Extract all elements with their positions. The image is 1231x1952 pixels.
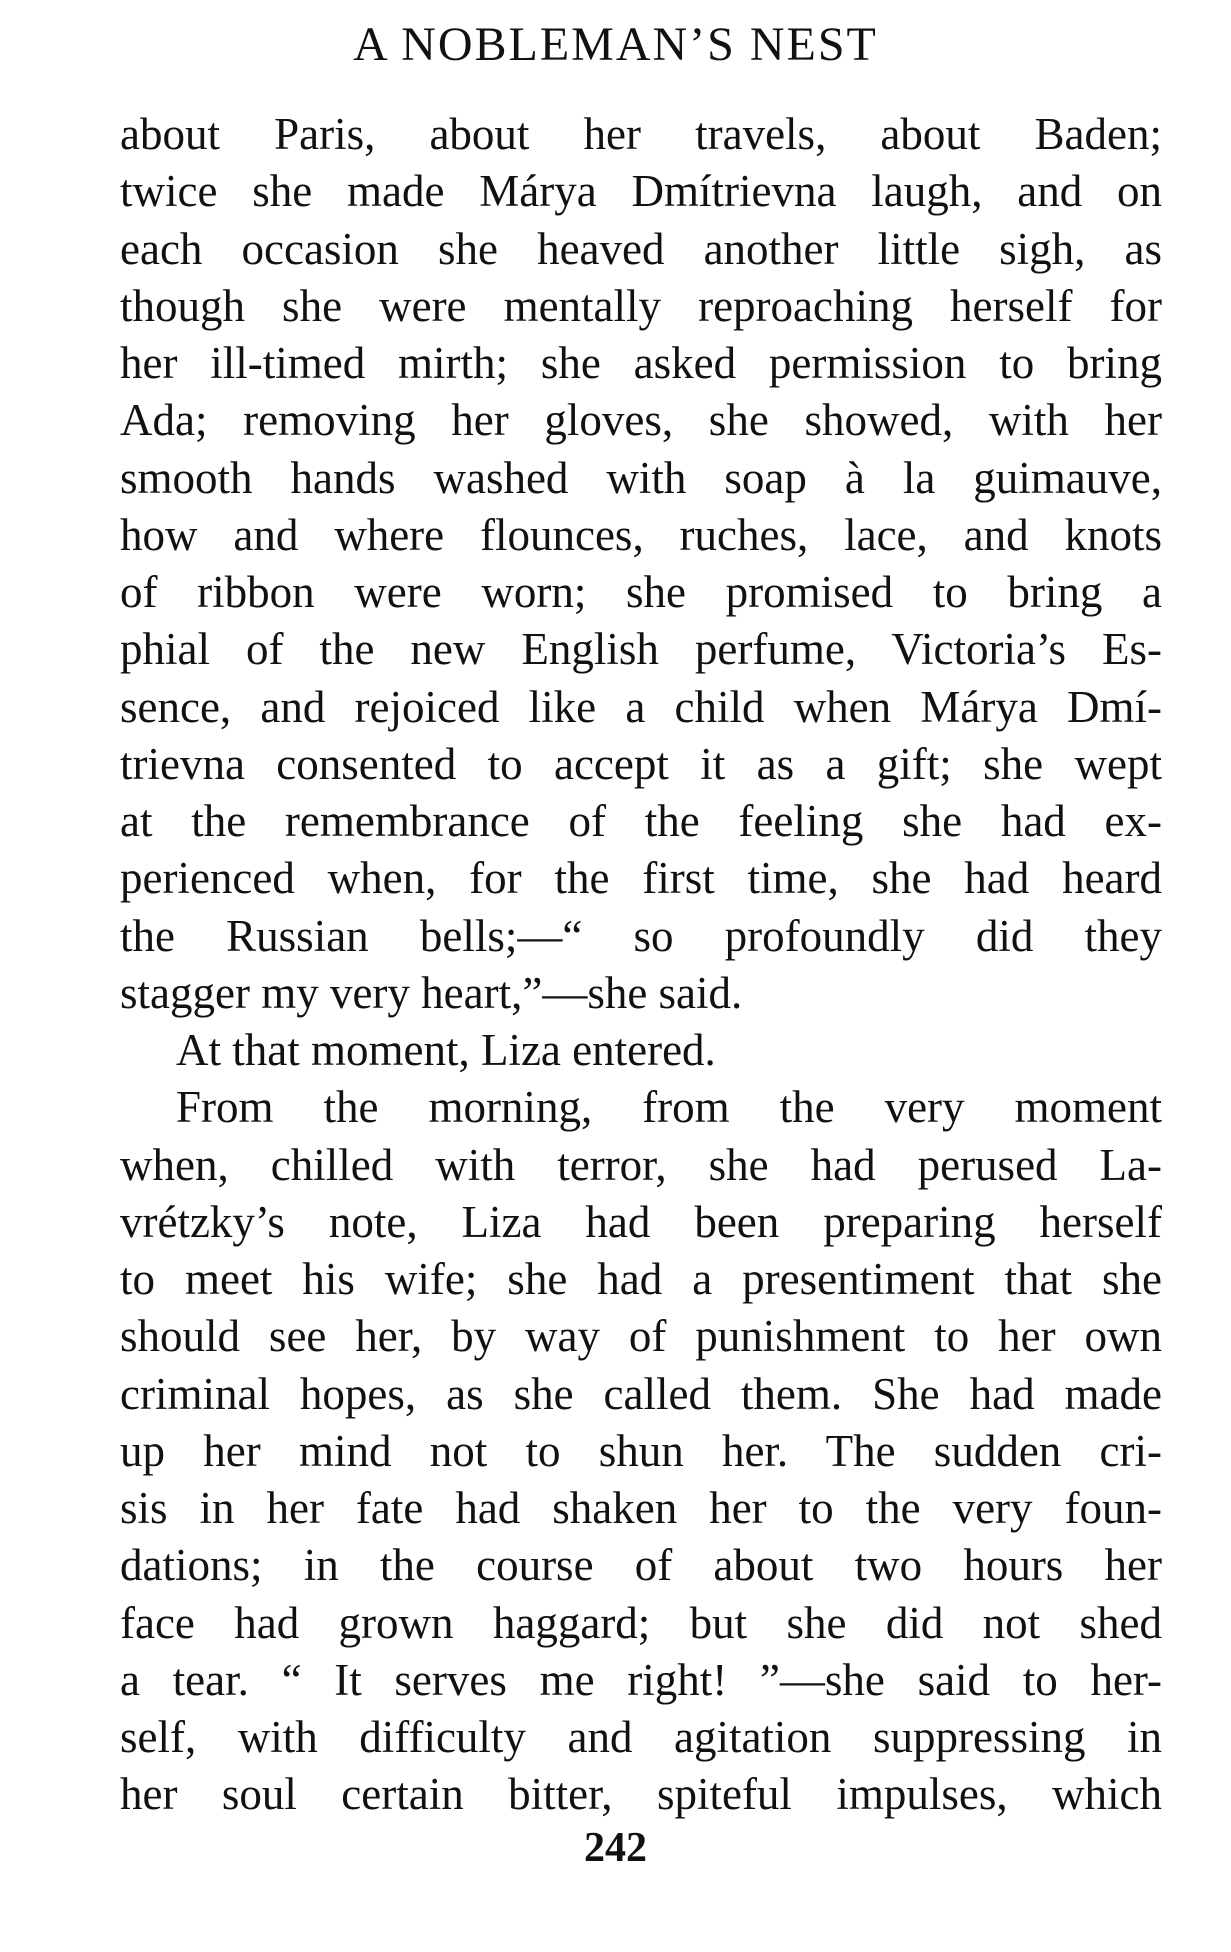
- text-line: dations; in the course of about two hours her: [120, 1540, 1162, 1591]
- text-line: self, with difficulty and agitation suppressing in: [120, 1712, 1162, 1762]
- text-line: at the remembrance of the feeling she had ex-: [120, 796, 1162, 846]
- text-line: sis in her fate had shaken her to the very foun-: [120, 1483, 1162, 1533]
- text-line: trievna consented to accept it as a gift; she wept: [120, 738, 1162, 789]
- text-line: At that moment, Liza entered.: [176, 1025, 716, 1075]
- text-line: her soul certain bitter, spiteful impulses, which: [120, 1769, 1162, 1820]
- text-line: should see her, by way of punishment to her own: [120, 1311, 1162, 1362]
- text-line: though she were mentally reproaching herself for: [120, 280, 1162, 331]
- text-line: phial of the new English perfume, Victoria’s Es-: [120, 624, 1162, 675]
- text-line: stagger my very heart,”—she said.: [120, 967, 743, 1018]
- text-line: of ribbon were worn; she promised to bring a: [120, 567, 1162, 617]
- text-line: perienced when, for the first time, she had heard: [120, 853, 1162, 904]
- page-number: 242: [584, 1825, 647, 1871]
- text-line: the Russian bells;—“ so profoundly did they: [120, 910, 1162, 961]
- text-line: criminal hopes, as she called them. She had made: [120, 1368, 1162, 1419]
- text-line: a tear. “ It serves me right! ”—she said to her-: [120, 1654, 1162, 1705]
- text-line: how and where flounces, ruches, lace, and knots: [120, 509, 1162, 560]
- text-line: to meet his wife; she had a presentiment that she: [120, 1254, 1162, 1304]
- text-line: each occasion she heaved another little sigh, as: [120, 223, 1162, 274]
- text-line: about Paris, about her travels, about Baden;: [120, 109, 1162, 159]
- body-text: [120, 106, 1162, 1824]
- text-line: her ill-timed mirth; she asked permission to bring: [120, 338, 1162, 388]
- text-line: twice she made Márya Dmítrievna laugh, and on: [120, 166, 1162, 217]
- text-line: From the morning, from the very moment: [176, 1082, 1162, 1133]
- text-line: vrétzky’s note, Liza had been preparing herself: [120, 1196, 1162, 1247]
- text-line: sence, and rejoiced like a child when Márya Dmí-: [120, 681, 1162, 732]
- text-line: when, chilled with terror, she had perused La-: [120, 1139, 1162, 1190]
- text-line: smooth hands washed with soap à la guimauve,: [120, 452, 1162, 503]
- text-line: face had grown haggard; but she did not shed: [120, 1597, 1162, 1648]
- text-line: up her mind not to shun her. The sudden cri-: [120, 1425, 1162, 1476]
- running-head: A NOBLEMAN’S NEST: [353, 18, 878, 71]
- text-line: Ada; removing her gloves, she showed, with her: [120, 395, 1162, 446]
